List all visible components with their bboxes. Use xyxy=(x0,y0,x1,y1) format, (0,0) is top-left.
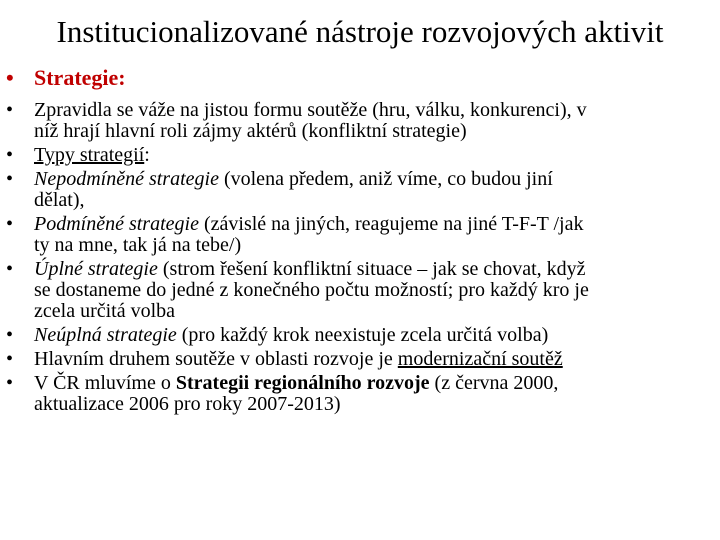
bullet-icon: • xyxy=(6,168,14,190)
slide-title: Institucionalizované nástroje rozvojových aktivit xyxy=(56,14,664,49)
list-item xyxy=(6,145,714,166)
item-text: Zpravidla se váže na jistou formu soutěže (hru, válku, konkurenci), v xyxy=(34,99,587,121)
bullet-icon: • xyxy=(6,99,14,121)
list-item xyxy=(6,373,714,415)
item-term: Neúplná strategie xyxy=(34,324,177,346)
list-item xyxy=(6,214,714,256)
item-term: Podmíněné strategie xyxy=(34,213,199,235)
list-item xyxy=(6,259,714,322)
list-item xyxy=(6,100,714,142)
item-term: Nepodmíněné strategie xyxy=(34,168,219,190)
list-item xyxy=(6,325,714,346)
list-item xyxy=(6,169,714,211)
item-text: Hlavním druhem soutěže v oblasti rozvoje je xyxy=(34,348,398,370)
item-text: dělat), xyxy=(34,189,85,211)
item-text: (závislé na jiných, reagujeme na jiné T-F-T /jak xyxy=(198,213,584,235)
bullet-icon: • xyxy=(6,213,14,235)
bullet-icon: • xyxy=(6,258,14,280)
bullet-icon: • xyxy=(6,324,14,346)
item-term: Úplné strategie xyxy=(34,258,158,280)
item-text: aktualizace 2006 pro roky 2007-2013) xyxy=(34,393,341,415)
bullet-icon: • xyxy=(6,348,14,370)
item-text: (z června 2000, xyxy=(429,372,559,394)
bullet-icon: • xyxy=(6,65,14,90)
modernization-competition-link: modernizační soutěž xyxy=(397,348,563,370)
item-text: ty na mne, tak já na tebe/) xyxy=(34,234,242,256)
item-text: (volena předem, aniž víme, co budou jiní xyxy=(218,168,553,190)
heading-text: Strategie: xyxy=(34,65,126,90)
bullet-icon: • xyxy=(6,372,14,394)
item-text: se dostaneme do jedné z konečného počtu možností; pro každý kro je xyxy=(34,279,589,301)
item-text: (strom řešení konfliktní situace – jak se chovat, když xyxy=(157,258,586,280)
list-item xyxy=(6,349,714,370)
item-term: Strategii regionálního rozvoje xyxy=(175,372,430,394)
bullet-icon: • xyxy=(6,144,14,166)
bullet-list xyxy=(6,100,714,418)
item-text: V ČR mluvíme o xyxy=(34,372,176,394)
item-text: : xyxy=(144,144,150,166)
strategy-types-link: Typy strategií xyxy=(34,144,145,166)
item-text: (pro každý krok neexistuje zcela určitá volba) xyxy=(176,324,549,346)
strategy-heading xyxy=(6,64,126,92)
item-text: níž hrají hlavní roli zájmy aktérů (konfliktní strategie) xyxy=(34,120,467,142)
item-text: zcela určitá volba xyxy=(34,300,176,322)
